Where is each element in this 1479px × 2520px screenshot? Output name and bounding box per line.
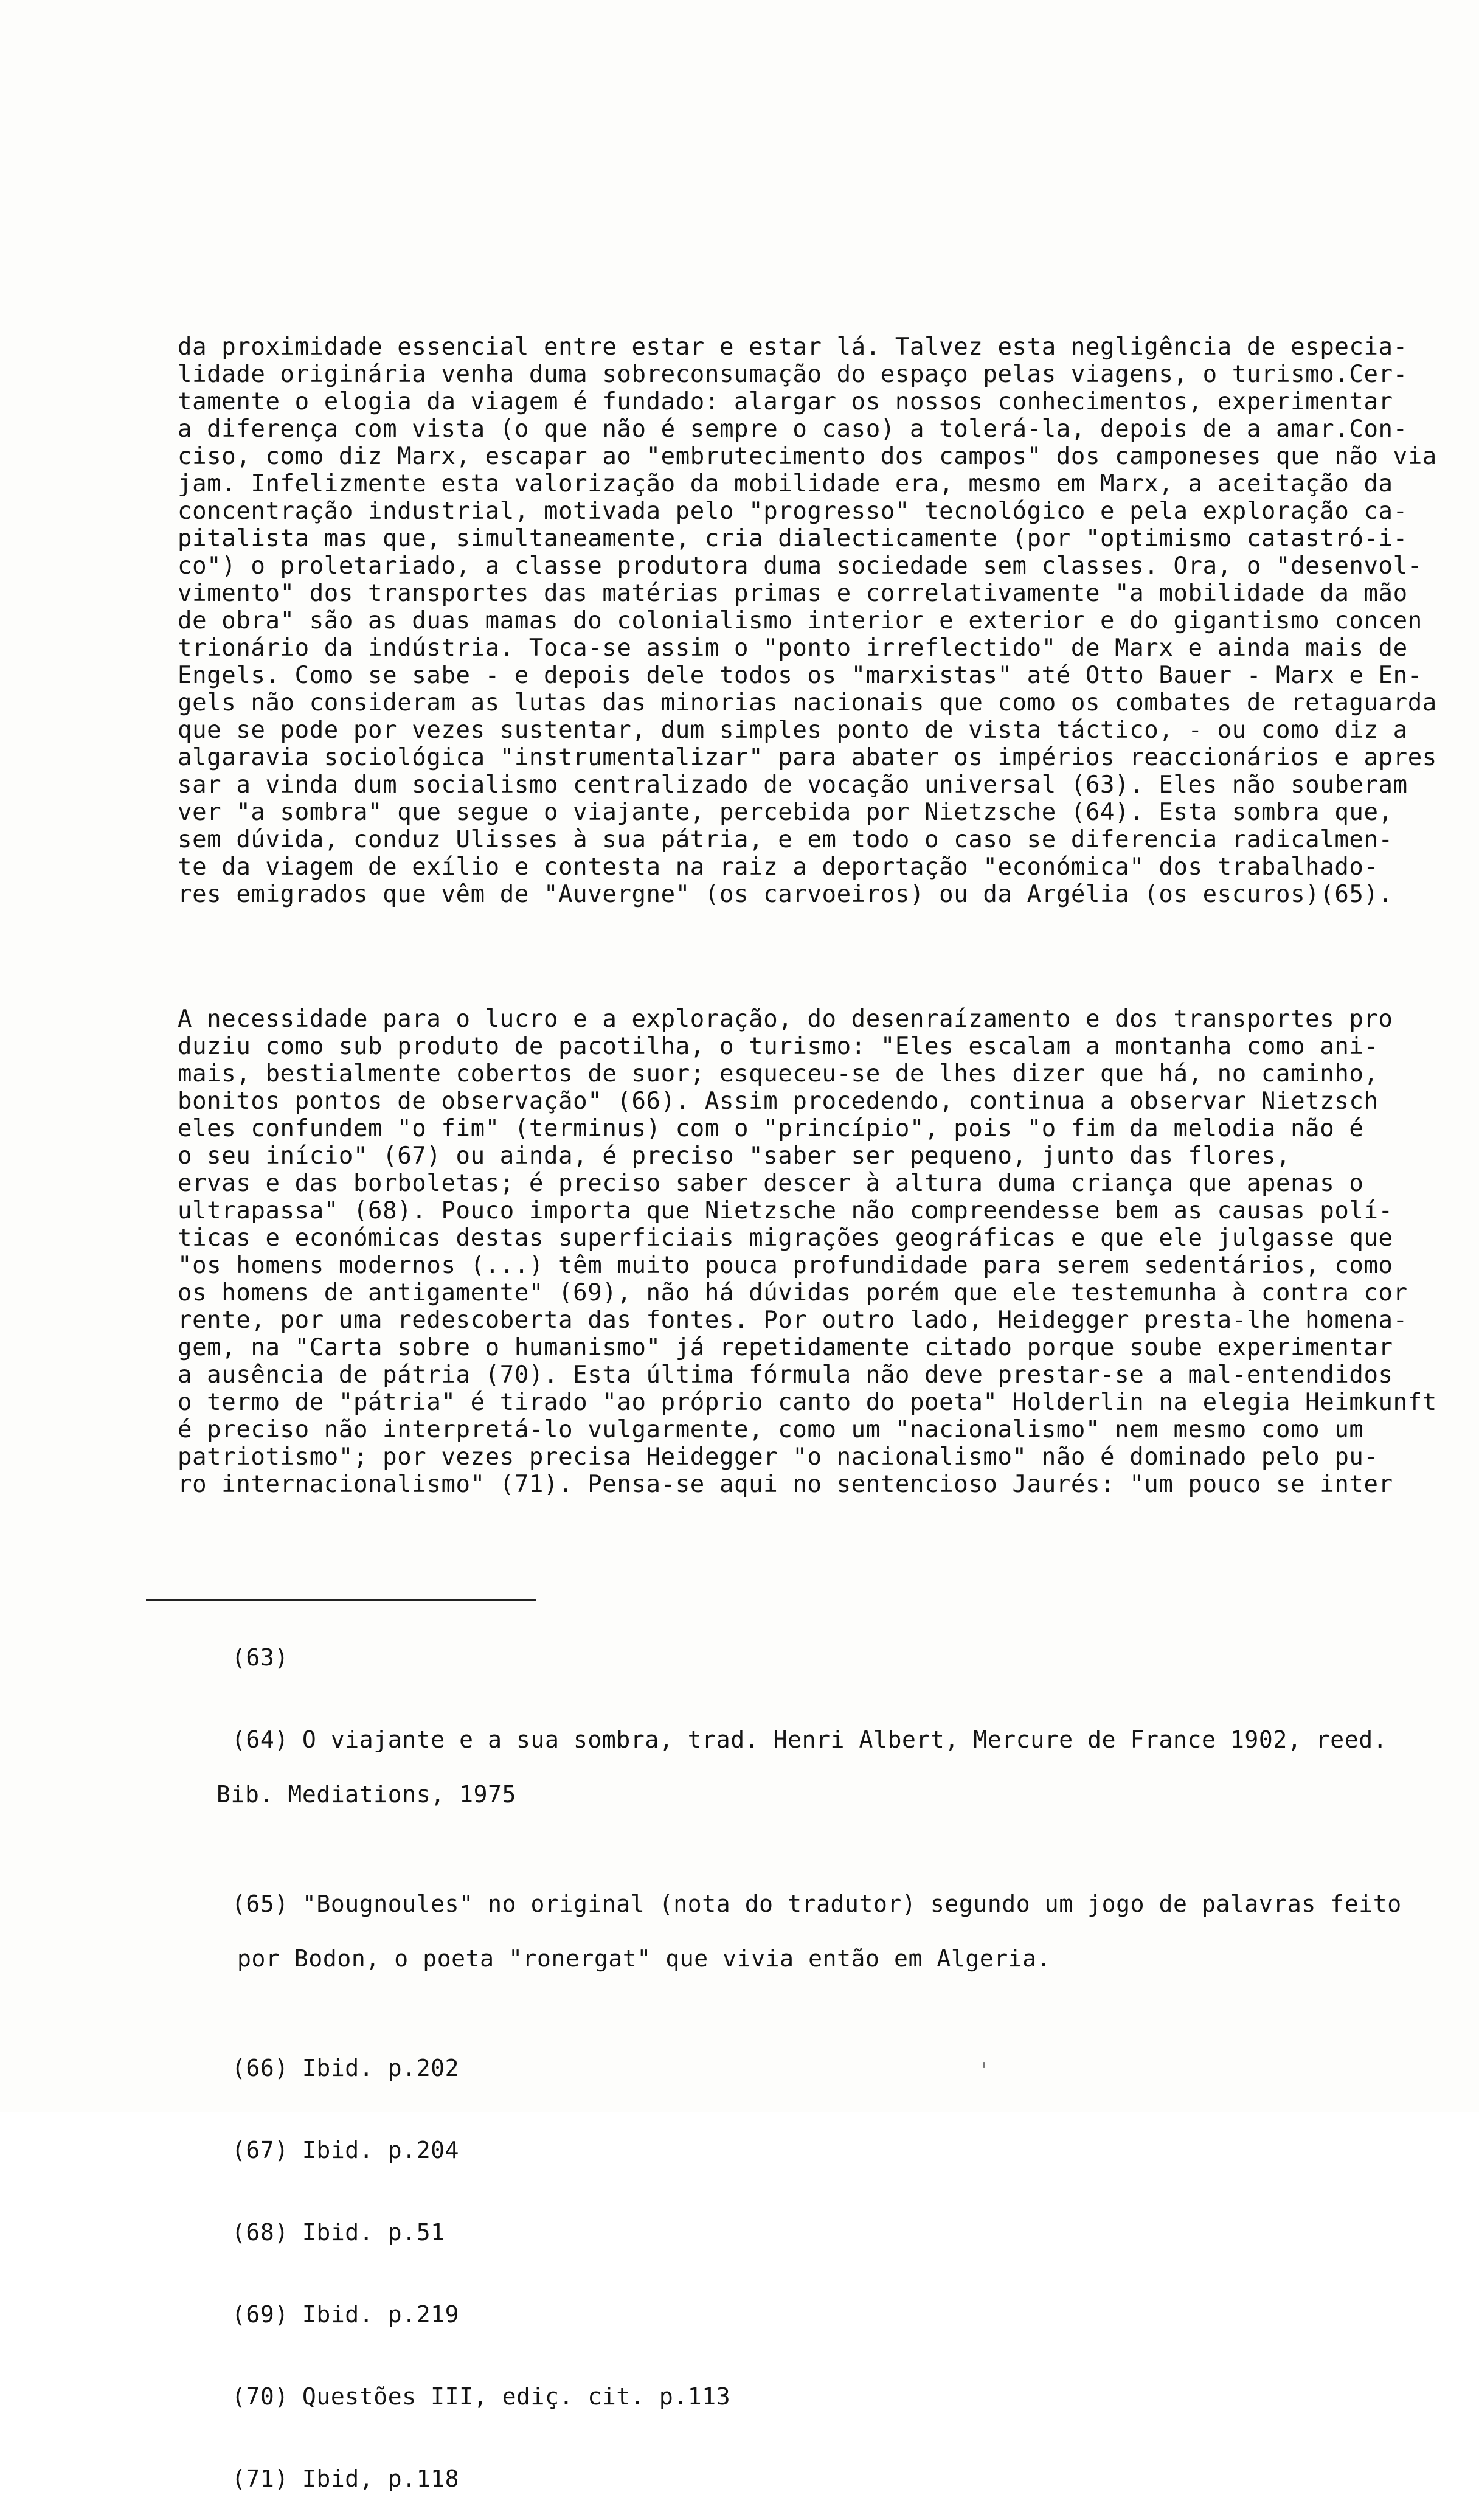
text-line: da proximidade essencial entre estar e estar lá. Talvez esta negligência de especia-: [178, 333, 1408, 361]
text-line: ro internacionalismo" (71). Pensa-se aqui no sentencioso Jaurés: "um pouco se inter: [178, 1471, 1393, 1498]
text-line: eles confundem "o fim" (terminus) com o "princípio", pois "o fim da melodia não é: [178, 1115, 1364, 1142]
footnote-number: (64): [231, 1726, 289, 1753]
footnote-number: (63): [231, 1644, 289, 1671]
footnote-68: [146, 2192, 1423, 2274]
text-line: ciso, como diz Marx, escapar ao "embrutecimento dos campos" dos camponeses que não via: [178, 443, 1437, 470]
text-line: rente, por uma redescoberta das fontes. Por outro lado, Heidegger presta-lhe homena-: [178, 1307, 1408, 1334]
text-line: "os homens modernos (...) têm muito pouca profundidade para serem sedentários, como: [178, 1252, 1393, 1279]
text-line: tamente o elogia da viagem é fundado: alargar os nossos conhecimentos, experimentar: [178, 388, 1393, 415]
text-line: trionário da indústria. Toca-se assim o "ponto irreflectido" de Marx e ainda mais de: [178, 634, 1408, 662]
body-paragraph-1: [178, 333, 1440, 908]
footnotes: [146, 1617, 1423, 2520]
footnote-number: (68): [231, 2219, 289, 2246]
text-line: algaravia sociológica "instrumentalizar" para abater os impérios reaccionários e apres: [178, 744, 1437, 771]
footnote-63: [146, 1617, 1423, 1699]
text-line: de obra" são as duas mamas do colonialismo interior e exterior e do gigantismo concen: [178, 607, 1422, 634]
text-line: ticas e económicas destas superficiais migrações geográficas e que ele julgasse que: [178, 1224, 1393, 1252]
text-line: gem, na "Carta sobre o humanismo" já repetidamente citado porque soube experimentar: [178, 1334, 1393, 1361]
footnote-text: Ibid. p.202: [302, 2055, 460, 2081]
text-line: bonitos pontos de observação" (66). Assim procedendo, continua a observar Nietzsch: [178, 1088, 1379, 1115]
footnote-65: [146, 1863, 1423, 2027]
text-line: sar a vinda dum socialismo centralizado de vocação universal (63). Eles não souberam: [178, 771, 1408, 799]
footnote-text: por Bodon, o poeta "ronergat" que vivia então em Algeria.: [237, 1945, 1051, 1972]
text-line: os homens de antigamente" (69), não há dúvidas porém que ele testemunha à contra cor: [178, 1279, 1408, 1307]
text-line: jam. Infelizmente esta valorização da mobilidade era, mesmo em Marx, a aceitação da: [178, 470, 1393, 498]
footnote-66: [146, 2027, 1423, 2109]
footnote-number: (66): [231, 2055, 289, 2081]
text-line: A necessidade para o lucro e a exploração, do desenraízamento e dos transportes pro: [178, 1005, 1393, 1033]
text-line: duziu como sub produto de pacotilha, o turismo: "Eles escalam a montanha como ani-: [178, 1033, 1379, 1060]
text-line: concentração industrial, motivada pelo "progresso" tecnológico e pela exploração ca-: [178, 498, 1408, 525]
footnote-text: Ibid. p.204: [302, 2137, 460, 2164]
footnote-separator: [146, 1599, 536, 1601]
text-line: te da viagem de exílio e contesta na raiz a deportação "económica" dos trabalhado-: [178, 853, 1379, 881]
text-line: que se pode por vezes sustentar, dum simples ponto de vista táctico, - ou como diz a: [178, 717, 1408, 744]
text-line: mais, bestialmente cobertos de suor; esqueceu-se de lhes dizer que há, no caminho,: [178, 1060, 1379, 1088]
footnote-text: O viajante e a sua sombra, trad. Henri Albert, Mercure de France 1902, reed.: [302, 1726, 1388, 1753]
footnote-67: [146, 2109, 1423, 2192]
footnote-71: [146, 2438, 1423, 2520]
text-line: a ausência de pátria (70). Esta última fórmula não deve prestar-se a mal-entendidos: [178, 1361, 1393, 1389]
footnote-number: (70): [231, 2383, 289, 2410]
text-line: a diferença com vista (o que não é sempre o caso) a tolerá-la, depois de a amar.Con-: [178, 415, 1408, 443]
text-line: ultrapassa" (68). Pouco importa que Nietzsche não compreendesse bem as causas polí-: [178, 1197, 1393, 1224]
text-line: vimento" dos transportes das matérias primas e correlativamente "a mobilidade da mão: [178, 580, 1408, 607]
footnote-text: "Bougnoules" no original (nota do tradutor) segundo um jogo de palavras feito: [302, 1890, 1402, 1917]
footnote-number: (65): [231, 1890, 289, 1917]
text-line: res emigrados que vêm de "Auvergne" (os carvoeiros) ou da Argélia (os escuros)(65).: [178, 881, 1393, 908]
footnote-text: Questões III, ediç. cit. p.113: [302, 2383, 731, 2410]
text-line: é preciso não interpretá-lo vulgarmente, como um "nacionalismo" nem mesmo como um: [178, 1416, 1364, 1443]
scan-speck: [983, 2062, 985, 2068]
text-line: pitalista mas que, simultaneamente, cria dialecticamente (por "optimismo catastró-i-: [178, 525, 1408, 552]
text-line: co") o proletariado, a classe produtora duma sociedade sem classes. Ora, o "desenvol-: [178, 552, 1422, 580]
text-line: gels não consideram as lutas das minorias nacionais que como os combates de retaguarda: [178, 689, 1437, 717]
footnote-text: Ibid. p.219: [302, 2301, 460, 2328]
footnote-text: Ibid. p.51: [302, 2219, 445, 2246]
text-line: o termo de "pátria" é tirado "ao próprio canto do poeta" Holderlin na elegia Heimkunft: [178, 1389, 1437, 1416]
text-line: Engels. Como se sabe - e depois dele todos os "marxistas" até Otto Bauer - Marx e En-: [178, 662, 1422, 689]
footnote-70: [146, 2356, 1423, 2438]
text-line: sem dúvida, conduz Ulisses à sua pátria, e em todo o caso se diferencia radicalmen-: [178, 826, 1393, 853]
footnote-number: (67): [231, 2137, 289, 2164]
footnote-64: [146, 1699, 1423, 1863]
text-line: o seu início" (67) ou ainda, é preciso "saber ser pequeno, junto das flores,: [178, 1142, 1291, 1170]
body-paragraph-2: [178, 1005, 1440, 1498]
footnote-text: Bib. Mediations, 1975: [216, 1781, 517, 1808]
text-line: ervas e das borboletas; é preciso saber descer à altura duma criança que apenas o: [178, 1170, 1364, 1197]
footnote-number: (71): [231, 2465, 289, 2492]
text-line: patriotismo"; por vezes precisa Heidegger "o nacionalismo" não é dominado pelo pu-: [178, 1443, 1379, 1471]
text-line: lidade originária venha duma sobreconsumação do espaço pelas viagens, o turismo.Cer-: [178, 361, 1408, 388]
text-line: ver "a sombra" que segue o viajante, percebida por Nietzsche (64). Esta sombra que,: [178, 799, 1393, 826]
footnote-text: Ibid, p.118: [302, 2465, 460, 2492]
footnote-number: (69): [231, 2301, 289, 2328]
footnote-69: [146, 2274, 1423, 2356]
